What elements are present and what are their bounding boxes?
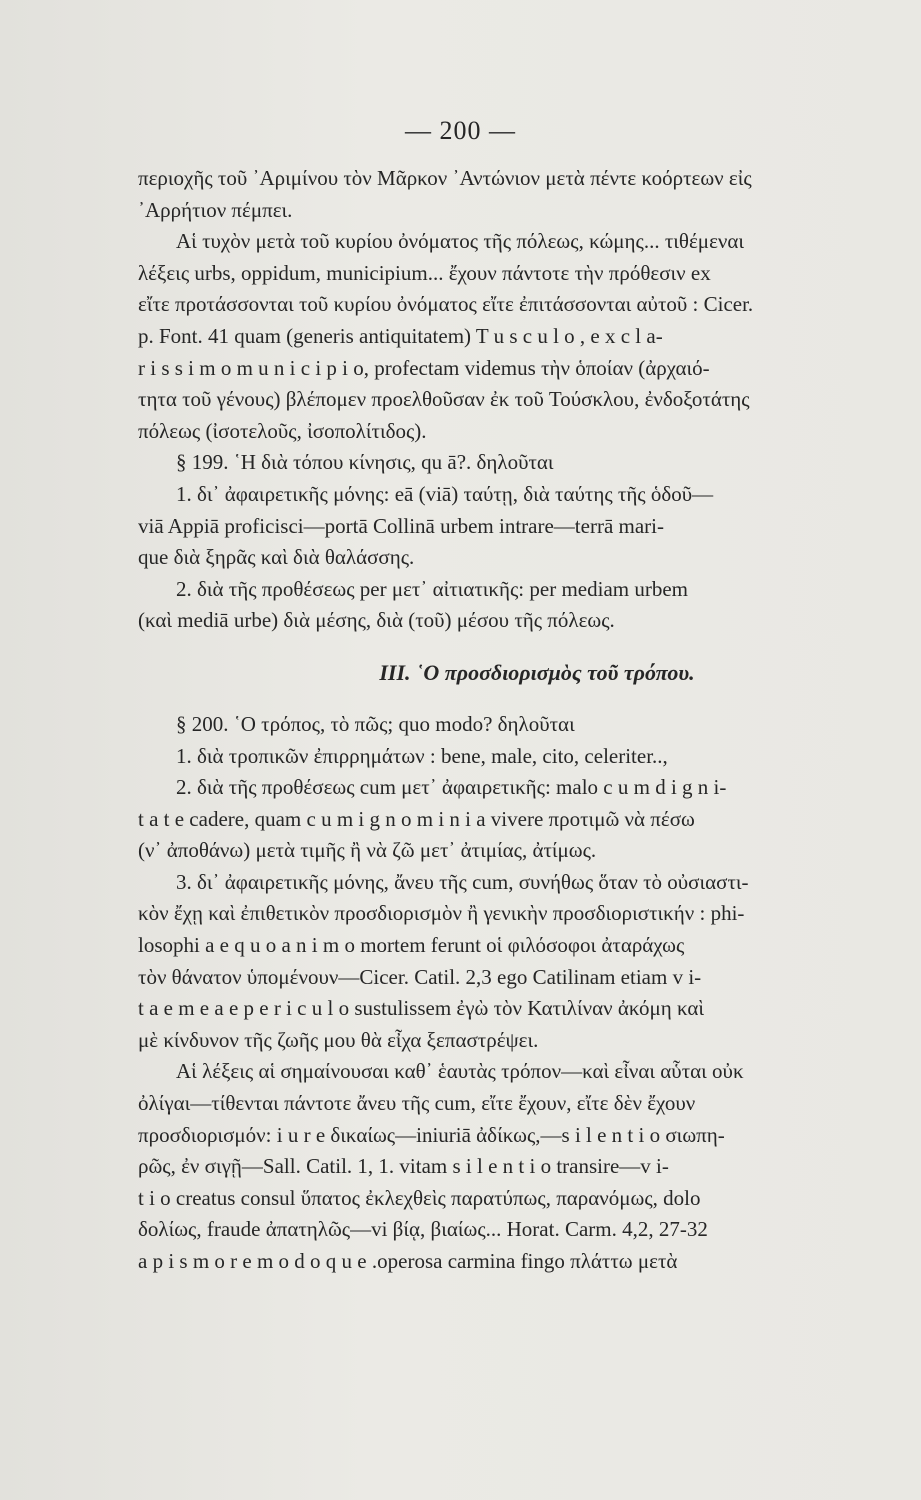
list-item: 3. δι᾿ ἀφαιρετικῆς μόνης, ἄνευ τῆς cum, συνήθως ὅταν τὸ οὐσιαστι-: [176, 869, 749, 894]
list-item: 1. δι᾿ ἀφαιρετικῆς μόνης: eā (viā) ταύτῃ, διὰ ταύτης τῆς ὁδοῦ—: [176, 481, 714, 506]
text-line: a p i s m o r e m o d o q u e .operosa carmina fingo πλάττω μετὰ: [138, 1249, 678, 1273]
text-line: μὲ κίνδυνον τῆς ζωῆς μου θὰ εἶχα ξεπαστρέψει.: [138, 1027, 539, 1052]
text-line: προσδιορισμόν: i u r e δικαίως—iniuriā ἀδίκως,—s i l e n t i o σιωπη-: [138, 1122, 725, 1147]
text-line: (καὶ mediā urbe) διὰ μέσης, διὰ (τοῦ) μέσου τῆς πόλεως.: [138, 608, 615, 633]
paragraph-start: Αἱ λέξεις αἱ σημαίνουσαι καθ᾿ ἑαυτὰς τρόπον—καὶ εἶναι αὗται οὐκ: [176, 1059, 744, 1084]
section-199-heading: § 199. ῾Η διὰ τόπου κίνησις, qu ā?. δηλοῦται: [176, 450, 554, 475]
page-number: — 200 —: [405, 116, 516, 145]
text-line: ρῶς, ἐν σιγῇ—Sall. Catil. 1, 1. vitam s i l e n t i o transire—v i-: [138, 1154, 669, 1179]
text-line: περιοχῆς τοῦ ᾿Αριμίνου τὸν Μᾶρκον ᾿Αντώνιον μετὰ πέντε κοόρτεων εἰς: [138, 166, 752, 190]
list-item: 1. διὰ τροπικῶν ἐπιρρημάτων : bene, male, cito, celeriter..,: [176, 743, 668, 768]
chapter-heading: III. ῾Ο προσδιορισμὸς τοῦ τρόπου.: [379, 659, 695, 685]
section-200-heading: § 200. ῾Ο τρόπος, τὸ πῶς; quo modo? δηλοῦται: [176, 711, 575, 736]
body-text: [138, 163, 916, 1278]
text-line: τὸν θάνατον ὑπομένουν—Cicer. Catil. 2,3 ego Catilinam etiam v i-: [138, 964, 702, 989]
text-line: que διὰ ξηρᾶς καὶ διὰ θαλάσσης.: [138, 545, 415, 570]
text-line: r i s s i m o m u n i c i p i o, profectam videmus τὴν ὁποίαν (ἀρχαιό-: [138, 355, 710, 380]
text-line: εἴτε προτάσσονται τοῦ κυρίου ὀνόματος εἴτε ἐπιτάσσονται αὐτοῦ : Cicer.: [138, 292, 754, 317]
text-line: viā Appiā proficisci—portā Collinā urbem intrare—terrā mari-: [138, 513, 664, 538]
text-line: (ν᾿ ἀποθάνω) μετὰ τιμῆς ἢ νὰ ζῶ μετ᾿ ἀτιμίας, ἀτίμως.: [138, 838, 597, 863]
text-line: ᾿Αρρήτιον πέμπει.: [138, 197, 293, 222]
text-line: πόλεως (ἰσοτελοῦς, ἰσοπολίτιδος).: [138, 418, 427, 443]
text-line: τητα τοῦ γένους) βλέπομεν προελθοῦσαν ἐκ τοῦ Τούσκλου, ἐνδοξοτάτης: [138, 387, 750, 412]
text-line: λέξεις urbs, oppidum, municipium... ἔχουν πάντοτε τὴν πρόθεσιν ex: [138, 260, 711, 285]
text-line: t i o creatus consul ὕπατος ἐκλεχθεὶς παρατύπως, παρανόμως, dolo: [138, 1185, 701, 1210]
text-line: t a e m e a e p e r i c u l o sustulissem ἐγὼ τὸν Κατιλίναν ἀκόμη καὶ: [138, 996, 704, 1021]
text-line: p. Font. 41 quam (generis antiquitatem) T u s c u l o , e x c l a-: [138, 323, 663, 348]
text-line: losophi a e q u o a n i m o mortem ferunt οἱ φιλόσοφοι ἀταράχως: [138, 933, 685, 958]
text-line: t a t e cadere, quam c u m i g n o m i n i a vivere προτιμῶ νὰ πέσω: [138, 806, 695, 831]
paragraph-start: Αἱ τυχὸν μετὰ τοῦ κυρίου ὀνόματος τῆς πόλεως, κώμης... τιθέμεναι: [176, 229, 745, 254]
text-line: κὸν ἔχῃ καὶ ἐπιθετικὸν προσδιορισμὸν ἢ γενικὴν προσδιοριστικήν : phi-: [138, 901, 745, 926]
list-item: 2. διὰ τῆς προθέσεως cum μετ᾿ ἀφαιρετικῆς: malo c u m d i g n i-: [176, 775, 727, 800]
text-line: δολίως, fraude ἀπατηλῶς—vi βίᾳ, βιαίως... Horat. Carm. 4,2, 27-32: [138, 1217, 708, 1242]
list-item: 2. διὰ τῆς προθέσεως per μετ᾿ αἰτιατικῆς: per mediam urbem: [176, 576, 688, 601]
text-line: ὀλίγαι—τίθενται πάντοτε ἄνευ τῆς cum, εἴτε ἔχουν, εἴτε δὲν ἔχουν: [138, 1091, 696, 1116]
